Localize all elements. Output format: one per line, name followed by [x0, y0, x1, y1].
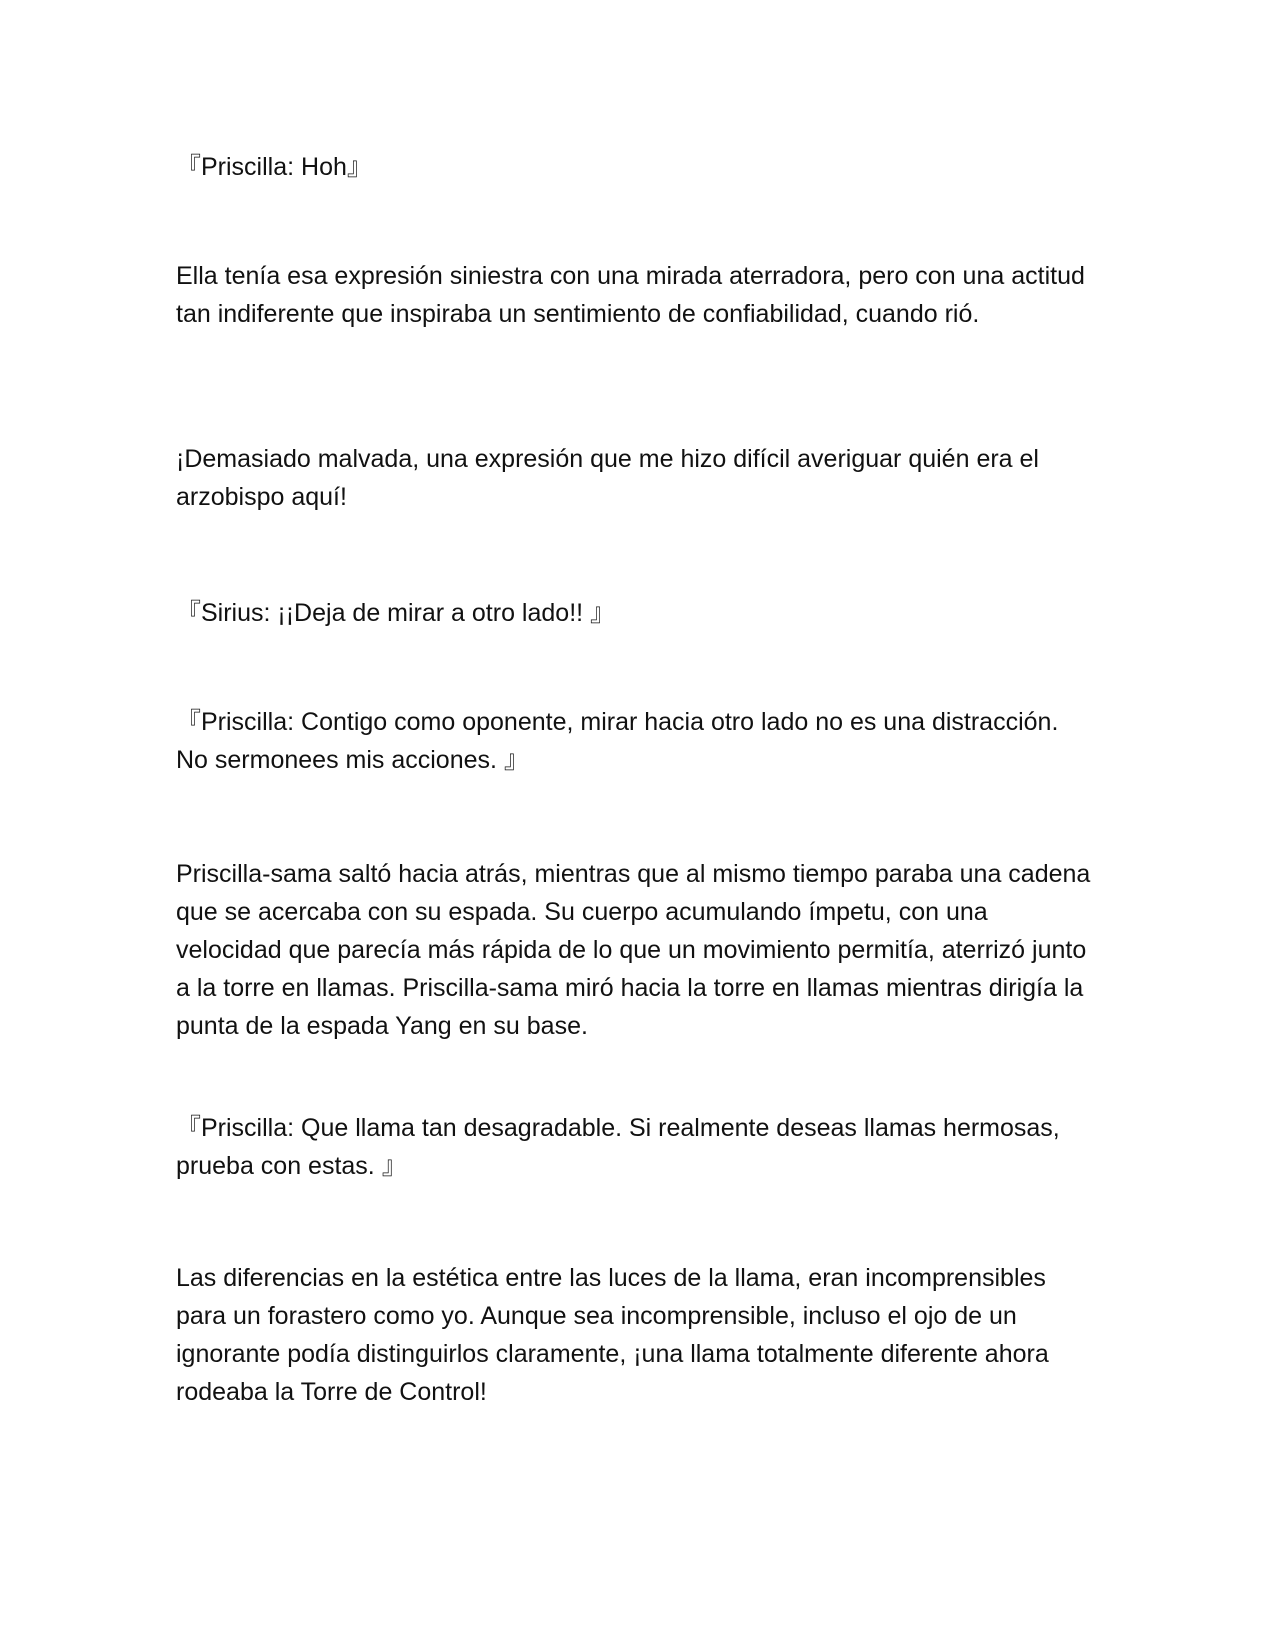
narration-paragraph-4: Las diferencias en la estética entre las luces de la llama, eran incomprensibles para un forastero como yo. Aunque sea incomprensible, incluso el ojo de un ignorante podía distinguirlos claramente, ¡una llama totalmente diferente ahora rodeaba la Torre de Control!: [176, 1264, 1049, 1406]
narration-paragraph-2: ¡Demasiado malvada, una expresión que me hizo difícil averiguar quién era el arzobispo aquí!: [176, 445, 1039, 511]
dialogue-sirius: 『Sirius: ¡¡Deja de mirar a otro lado!! 』: [176, 599, 616, 627]
narration-paragraph-1: Ella tenía esa expresión siniestra con una mirada aterradora, pero con una actitud tan indiferente que inspiraba un sentimiento de confiabilidad, cuando rió.: [176, 262, 1085, 328]
dialogue-priscilla-hoh: 『Priscilla: Hoh』: [176, 153, 372, 181]
dialogue-priscilla-contigo: 『Priscilla: Contigo como oponente, mirar hacia otro lado no es una distracción. No sermonees mis acciones. 』: [176, 708, 1059, 774]
narration-paragraph-3: Priscilla-sama saltó hacia atrás, mientras que al mismo tiempo paraba una cadena que se acercaba con su espada. Su cuerpo acumulando ímpetu, con una velocidad que parecía más rápida de lo que un movimiento permitía, aterrizó junto a la torre en llamas. Priscilla-sama miró hacia la torre en llamas mientras dirigía la punta de la espada Yang en su base.: [176, 860, 1091, 1040]
dialogue-priscilla-llama: 『Priscilla: Que llama tan desagradable. Si realmente deseas llamas hermosas, prueba con estas. 』: [176, 1114, 1060, 1180]
